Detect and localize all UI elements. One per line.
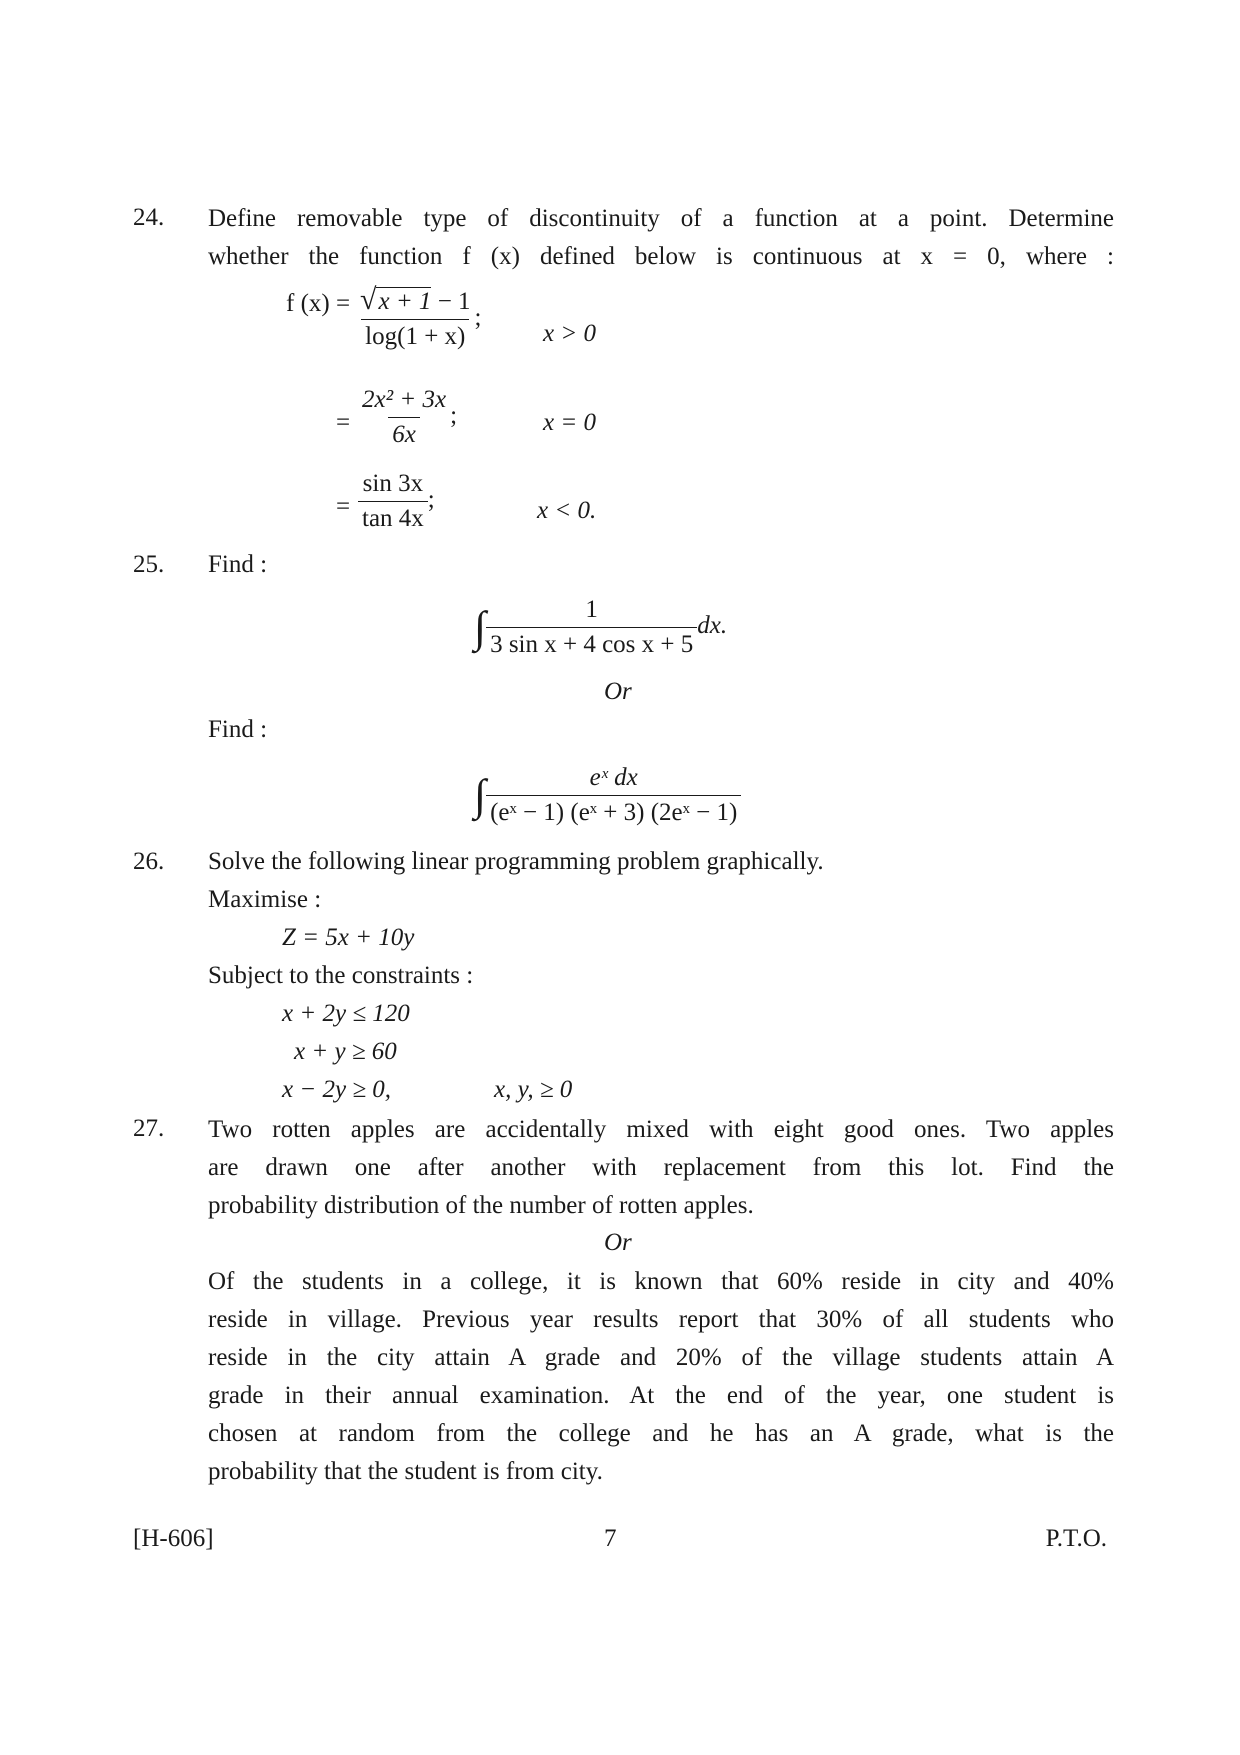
piece1-lhs: f (x) =	[286, 290, 351, 317]
question-number-24: 24.	[133, 204, 165, 231]
integral-1-numerator: 1	[585, 596, 598, 623]
question-number-27: 27.	[133, 1115, 165, 1142]
piece2-denominator: 6x	[388, 417, 420, 449]
piece3-fraction	[358, 470, 435, 533]
integral-2-denominator: (eˣ − 1) (eˣ + 3) (2eˣ − 1)	[486, 795, 741, 827]
q25-find-1: Find :	[208, 551, 268, 578]
integral-1	[474, 596, 727, 659]
page-number: 7	[604, 1525, 617, 1552]
piece3-separator: ;	[427, 486, 435, 514]
piece3-condition: x < 0.	[537, 497, 597, 524]
q26-constraint-4: x, y, ≥ 0	[494, 1076, 573, 1103]
q25-find-2: Find :	[208, 716, 268, 743]
integral-sign-icon: ∫	[474, 602, 487, 652]
q24-line-2: whether the function f (x) defined below is continuous at x = 0, where :	[208, 243, 1114, 270]
question-number-25: 25.	[133, 551, 165, 578]
q27-or: Or	[604, 1229, 632, 1256]
piece3-numerator: sin 3x	[362, 470, 424, 497]
q27-line-3: probability distribution of the number of rotten apples.	[208, 1192, 754, 1219]
piece1-num-rest: − 1	[437, 288, 471, 315]
radical-icon: √	[360, 283, 377, 316]
piece2-numerator: 2x² + 3x	[362, 386, 447, 413]
piece1-fraction	[356, 283, 482, 351]
integral-2	[474, 764, 741, 827]
integral-2-numerator: eˣ dx	[589, 764, 638, 791]
q27-alt-line-1: Of the students in a college, it is known that 60% reside in city and 40%	[208, 1268, 1114, 1295]
q26-subject: Subject to the constraints :	[208, 962, 474, 989]
piece1-condition: x > 0	[543, 320, 596, 347]
q27-alt-line-5: chosen at random from the college and he has an A grade, what is the	[208, 1420, 1114, 1447]
q27-alt-line-4: grade in their annual examination. At the end of the year, one student is	[208, 1382, 1114, 1409]
paper-code: [H-606]	[133, 1525, 214, 1552]
q27-line-2: are drawn one after another with replacement from this lot. Find the	[208, 1154, 1114, 1181]
q27-line-1: Two rotten apples are accidentally mixed with eight good ones. Two apples	[208, 1116, 1114, 1143]
q26-constraint-1: x + 2y ≤ 120	[282, 1000, 410, 1027]
piece2-separator: ;	[450, 402, 458, 430]
piece1-radicand: x + 1	[378, 288, 432, 315]
integral-1-denominator: 3 sin x + 4 cos x + 5	[486, 627, 697, 659]
q24-line-1: Define removable type of discontinuity of a function at a point. Determine	[208, 205, 1114, 232]
integral-sign-icon: ∫	[474, 770, 487, 820]
q26-line-1: Solve the following linear programming problem graphically.	[208, 848, 824, 875]
piece1-denominator: log(1 + x)	[361, 319, 469, 351]
q27-alt-line-3: reside in the city attain A grade and 20% of the village students attain A	[208, 1344, 1114, 1371]
please-turn-over: P.T.O.	[1045, 1525, 1107, 1552]
q26-constraint-2: x + y ≥ 60	[294, 1038, 397, 1065]
piece1-separator: ;	[474, 304, 482, 332]
q26-constraint-3: x − 2y ≥ 0,	[282, 1076, 392, 1103]
q26-objective: Z = 5x + 10y	[282, 924, 415, 951]
question-number-26: 26.	[133, 848, 165, 875]
integral-1-tail: dx.	[697, 612, 728, 640]
piece2-equals: =	[336, 409, 351, 436]
piece3-denominator: tan 4x	[358, 501, 428, 533]
q26-maximise: Maximise :	[208, 886, 322, 913]
q25-or: Or	[604, 678, 632, 705]
q27-alt-line-6: probability that the student is from city.	[208, 1458, 603, 1485]
q27-alt-line-2: reside in village. Previous year results report that 30% of all students who	[208, 1306, 1114, 1333]
piece2-fraction	[358, 386, 457, 449]
piece2-condition: x = 0	[543, 409, 596, 436]
piece3-equals: =	[336, 493, 351, 520]
